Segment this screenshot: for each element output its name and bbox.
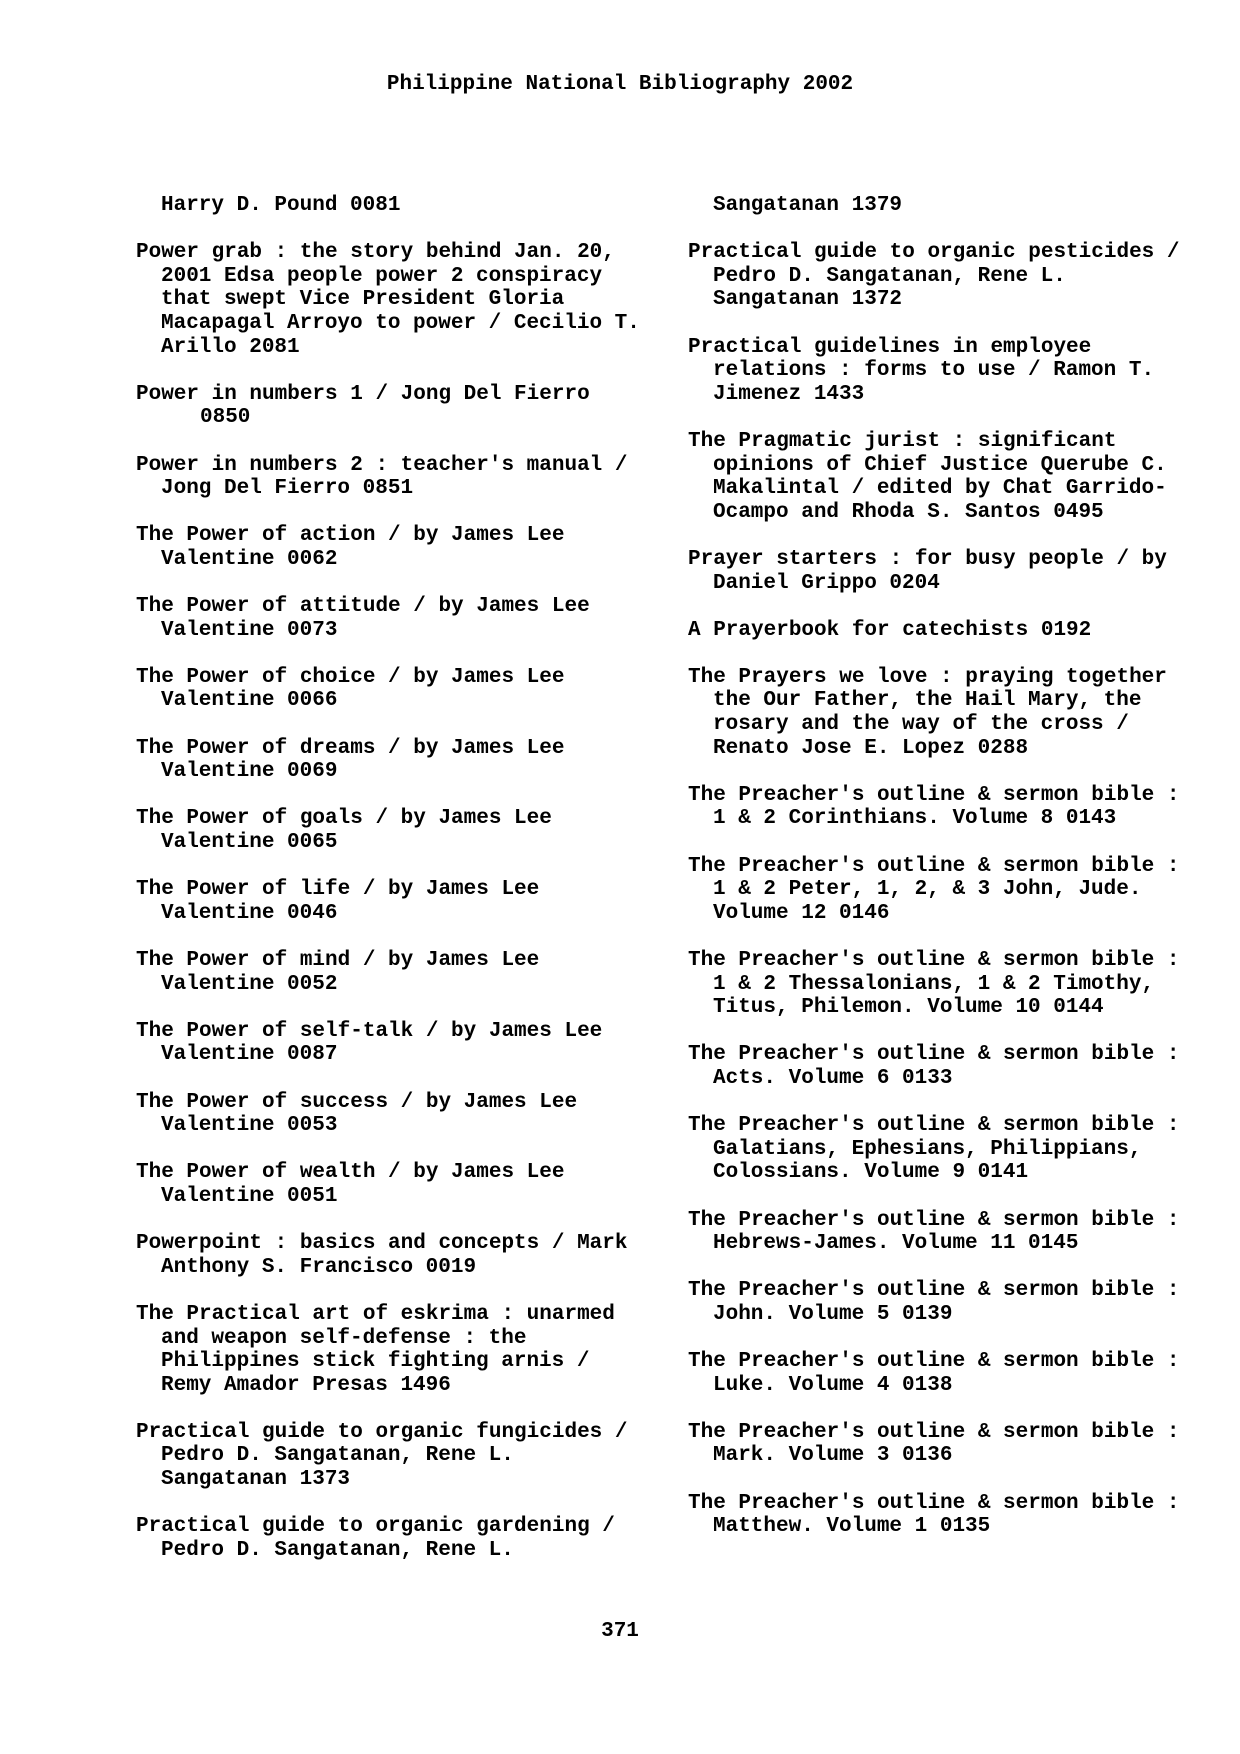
entry-line: 1 & 2 Corinthians. Volume 8 0143 — [713, 807, 1117, 831]
entry-line: Valentine 0073 — [161, 618, 338, 642]
bibliography-entry — [136, 1161, 696, 1208]
page-title: Philippine National Bibliography 2002 — [386, 73, 854, 96]
entry-line: Valentine 0087 — [161, 1043, 338, 1067]
bibliography-entry — [688, 949, 1240, 1020]
entry-line: Valentine 0051 — [161, 1184, 338, 1208]
entry-line: Practical guidelines in employee — [688, 335, 1092, 359]
entry-line: The Preacher's outline & sermon bible : — [688, 1491, 1180, 1515]
right-column — [688, 194, 1240, 1562]
entry-line: Valentine 0046 — [161, 901, 338, 925]
entry-line: Power in numbers 2 : teacher's manual / — [136, 453, 628, 477]
entry-line: Daniel Grippo 0204 — [713, 571, 940, 595]
entry-line: Harry D. Pound 0081 — [161, 194, 401, 217]
entry-line: Makalintal / edited by Chat Garrido- — [713, 477, 1167, 501]
entry-line: Luke. Volume 4 0138 — [713, 1373, 953, 1397]
entry-line: and weapon self-defense : the — [161, 1326, 527, 1350]
entry-line: Hebrews-James. Volume 11 0145 — [713, 1232, 1079, 1256]
entry-line: The Preacher's outline & sermon bible : — [688, 1114, 1180, 1138]
entry-line: Volume 12 0146 — [713, 901, 890, 925]
entry-line: Sangatanan 1372 — [713, 288, 903, 312]
entry-line: rosary and the way of the cross / — [713, 713, 1129, 737]
entry-line: The Preacher's outline & sermon bible : — [688, 854, 1180, 878]
entry-line: Remy Amador Presas 1496 — [161, 1373, 451, 1397]
entry-line: The Power of action / by James Lee — [136, 524, 565, 548]
entry-line: Anthony S. Francisco 0019 — [161, 1255, 477, 1279]
bibliography-entry — [688, 430, 1240, 524]
entry-line: The Power of goals / by James Lee — [136, 807, 552, 831]
entry-line: The Power of success / by James Lee — [136, 1090, 578, 1114]
entry-line: Valentine 0053 — [161, 1114, 338, 1138]
entry-line: Colossians. Volume 9 0141 — [713, 1161, 1029, 1185]
entry-line: The Preacher's outline & sermon bible : — [688, 1420, 1180, 1444]
bibliography-entry — [136, 1091, 696, 1138]
bibliography-entry — [688, 855, 1240, 926]
entry-line: Valentine 0062 — [161, 547, 338, 571]
entry-line: Valentine 0066 — [161, 689, 338, 713]
entry-line: Galatians, Ephesians, Philippians, — [713, 1137, 1142, 1161]
entry-line: A Prayerbook for catechists 0192 — [688, 618, 1092, 642]
entry-line: 0850 — [200, 406, 251, 430]
bibliography-entry — [136, 454, 696, 501]
entry-line: The Power of mind / by James Lee — [136, 949, 540, 972]
bibliography-entry — [688, 619, 1240, 643]
bibliography-entry — [688, 548, 1240, 595]
entry-line: Valentine 0065 — [161, 831, 338, 855]
entry-line: 1 & 2 Peter, 1, 2, & 3 John, Jude. — [713, 878, 1142, 902]
entry-line: Mark. Volume 3 0136 — [713, 1444, 953, 1468]
entry-line: The Preacher's outline & sermon bible : — [688, 1208, 1180, 1232]
bibliography-entry — [136, 666, 696, 713]
bibliography-entry — [688, 241, 1240, 312]
bibliography-entry — [688, 1114, 1240, 1185]
entry-line: Powerpoint : basics and concepts / Mark — [136, 1232, 628, 1256]
page-number: 371 — [601, 1620, 639, 1643]
entry-line: Ocampo and Rhoda S. Santos 0495 — [713, 500, 1104, 524]
bibliography-entry — [136, 1515, 696, 1562]
bibliography-entry — [688, 1043, 1240, 1090]
bibliography-entry — [688, 1421, 1240, 1468]
bibliography-entry — [136, 1303, 696, 1397]
entry-line: The Power of wealth / by James Lee — [136, 1161, 565, 1185]
entry-line: Practical guide to organic gardening / — [136, 1515, 615, 1539]
entry-line: Practical guide to organic pesticides / — [688, 241, 1180, 265]
entry-line: Jong Del Fierro 0851 — [161, 477, 414, 501]
bibliography-entry — [136, 807, 696, 854]
entry-line: The Power of dreams / by James Lee — [136, 736, 565, 760]
entry-line: Arillo 2081 — [161, 335, 300, 359]
entry-line: The Power of choice / by James Lee — [136, 665, 565, 689]
entry-line: relations : forms to use / Ramon T. — [713, 359, 1155, 383]
bibliography-entry — [688, 1209, 1240, 1256]
entry-line: Philippines stick fighting arnis / — [161, 1350, 590, 1374]
bibliography-entry — [688, 1492, 1240, 1539]
bibliography-entry — [688, 784, 1240, 831]
entry-line: The Preacher's outline & sermon bible : — [688, 1279, 1180, 1303]
bibliography-entry — [136, 1232, 696, 1279]
continuation-entry — [688, 194, 1240, 218]
bibliography-entry — [136, 383, 696, 430]
bibliography-entry — [136, 878, 696, 925]
entry-line: Sangatanan 1379 — [713, 194, 903, 217]
entry-line: The Practical art of eskrima : unarmed — [136, 1302, 615, 1326]
entry-line: Sangatanan 1373 — [161, 1468, 351, 1492]
entry-line: The Power of attitude / by James Lee — [136, 595, 590, 619]
entry-line: John. Volume 5 0139 — [713, 1302, 953, 1326]
entry-line: Pedro D. Sangatanan, Rene L. — [161, 1538, 514, 1562]
entry-line: Prayer starters : for busy people / by — [688, 547, 1167, 571]
entry-line: The Preacher's outline & sermon bible : — [688, 1043, 1180, 1067]
bibliography-entry — [136, 595, 696, 642]
entry-line: Acts. Volume 6 0133 — [713, 1066, 953, 1090]
entry-line: The Pragmatic jurist : significant — [688, 429, 1117, 453]
bibliography-entry — [136, 524, 696, 571]
bibliography-entry — [136, 1421, 696, 1492]
entry-line: The Power of self-talk / by James Lee — [136, 1019, 603, 1043]
continuation-entry — [136, 194, 696, 218]
entry-line: The Preacher's outline & sermon bible : — [688, 949, 1180, 972]
entry-line: Valentine 0052 — [161, 972, 338, 996]
bibliography-entry — [136, 737, 696, 784]
entry-line: opinions of Chief Justice Querube C. — [713, 453, 1167, 477]
entry-line: Pedro D. Sangatanan, Rene L. — [713, 264, 1066, 288]
entry-line: Valentine 0069 — [161, 760, 338, 784]
entry-line: Power in numbers 1 / Jong Del Fierro — [136, 382, 590, 406]
entry-line: Jimenez 1433 — [713, 382, 865, 406]
bibliography-entry — [136, 1020, 696, 1067]
entry-line: 2001 Edsa people power 2 conspiracy — [161, 264, 603, 288]
entry-line: The Preacher's outline & sermon bible : — [688, 783, 1180, 807]
entry-line: The Power of life / by James Lee — [136, 878, 540, 902]
bibliography-entry — [136, 241, 696, 359]
entry-line: Practical guide to organic fungicides / — [136, 1420, 628, 1444]
entry-line: Power grab : the story behind Jan. 20, — [136, 241, 615, 265]
bibliography-entry — [688, 336, 1240, 407]
bibliography-entry — [688, 666, 1240, 760]
left-column — [136, 194, 696, 1586]
entry-line: Macapagal Arroyo to power / Cecilio T. — [161, 311, 640, 335]
entry-line: Matthew. Volume 1 0135 — [713, 1515, 991, 1539]
entry-line: Renato Jose E. Lopez 0288 — [713, 736, 1029, 760]
entry-line: 1 & 2 Thessalonians, 1 & 2 Timothy, — [713, 972, 1155, 996]
entry-line: Titus, Philemon. Volume 10 0144 — [713, 996, 1104, 1020]
entry-line: that swept Vice President Gloria — [161, 288, 565, 312]
bibliography-entry — [136, 949, 696, 996]
entry-line: Pedro D. Sangatanan, Rene L. — [161, 1444, 514, 1468]
entry-line: The Preacher's outline & sermon bible : — [688, 1350, 1180, 1374]
entry-line: the Our Father, the Hail Mary, the — [713, 689, 1142, 713]
bibliography-entry — [688, 1350, 1240, 1397]
entry-line: The Prayers we love : praying together — [688, 665, 1167, 689]
bibliography-entry — [688, 1279, 1240, 1326]
